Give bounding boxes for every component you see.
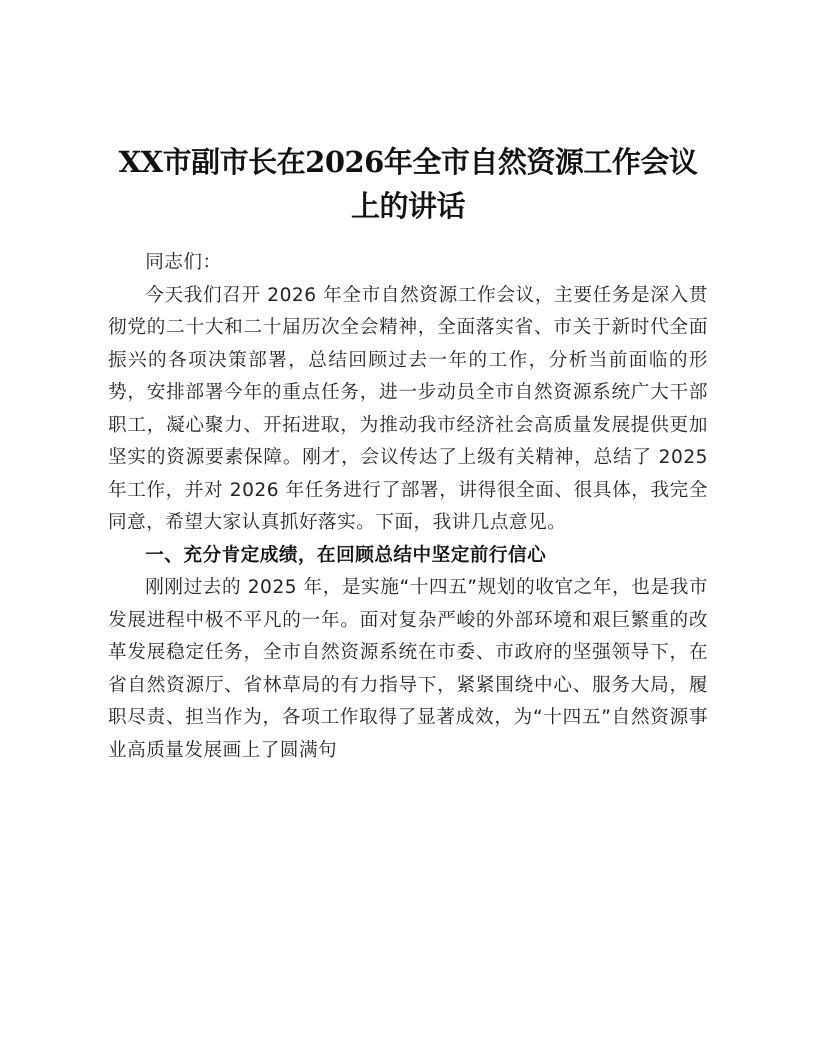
document-title: XX市副市长在2026年全市自然资源工作会议上的讲话: [118, 145, 698, 223]
section-paragraph: 刚刚过去的 2025 年，是实施“十四五”规划的收官之年，也是我市发展进程中极不平凡的一年。面对复杂严峻的外部环境和艰巨繁重的改革发展稳定任务，全市自然资源系统在市委、市政府的坚强领导下，在省自然资源厅、省林草局的有力指导下，紧紧围绕中心、服务大局，履职尽责、担当作为，各项工作取得了显著成效，为“十四五”自然资源事业高质量发展画上了圆满句: [108, 577, 708, 761]
intro-paragraph: 今天我们召开 2026 年全市自然资源工作会议，主要任务是深入贯彻党的二十大和二十届历次全会精神，全面落实省、市关于新时代全面振兴的各项决策部署，总结回顾过去一年的工作，分析当前面临的形势，安排部署今年的重点任务，进一步动员全市自然资源系统广大干部职工，凝心聚力、开拓进取，为推动我市经济社会高质量发展提供更加坚实的资源要素保障。刚才，会议传达了上级有关精神，总结了 2025 年工作，并对 2026 年任务进行了部署，讲得很全面、很具体，我完全同意，希望大家认真抓好落实。下面，我讲几点意见。: [108, 284, 708, 533]
section-heading: 一、充分肯定成绩，在回顾总结中坚定前行信心: [145, 544, 547, 566]
salutation: 同志们：: [145, 252, 222, 273]
document-body: [108, 247, 708, 767]
